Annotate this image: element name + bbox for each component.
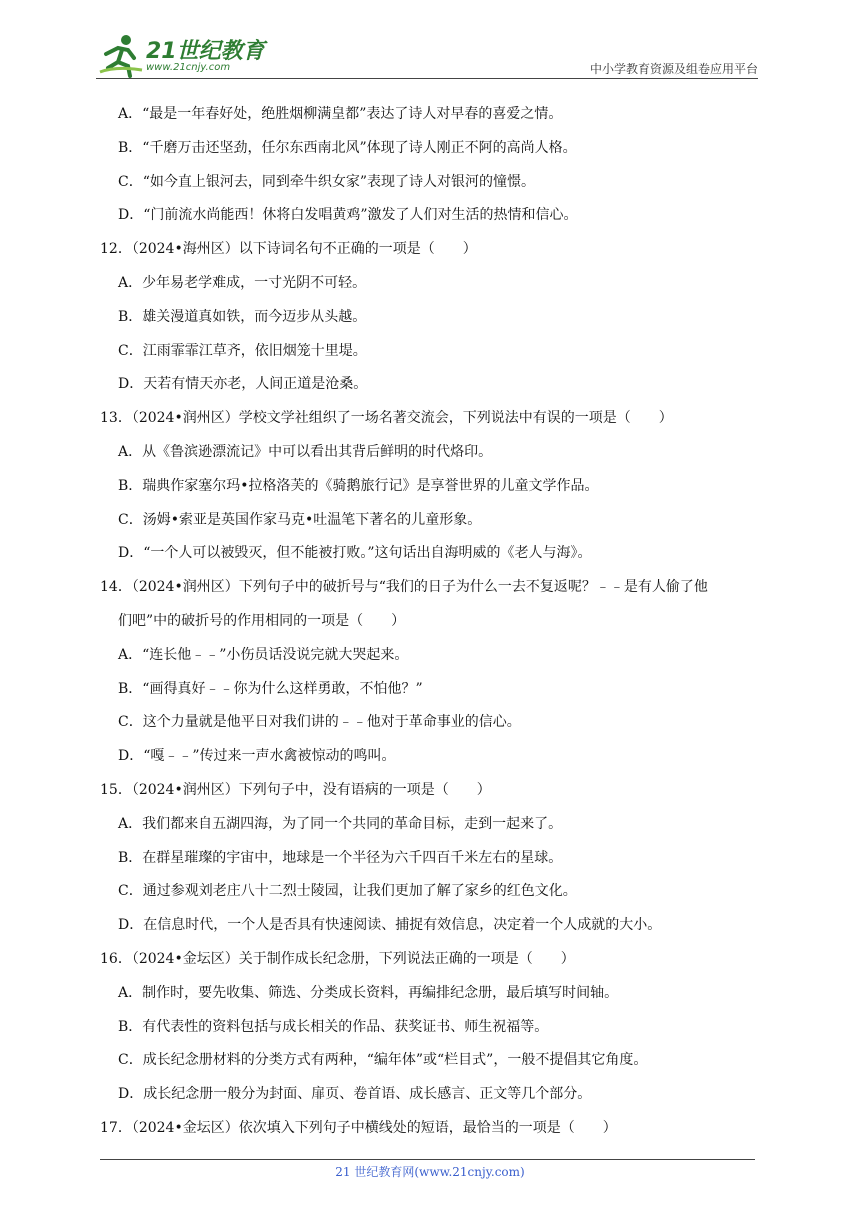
- answer-option: A．“连长他﹣﹣”小伤员话没说完就大哭起来。: [118, 646, 409, 663]
- answer-option: C．通过参观刘老庄八十二烈士陵园，让我们更加了解了家乡的红色文化。: [118, 883, 577, 900]
- answer-option: C．“如今直上银河去，同到牵牛织女家”表现了诗人对银河的憧憬。: [118, 173, 536, 190]
- runner-logo-icon: [96, 32, 146, 78]
- answer-option: A．我们都来自五湖四海，为了同一个共同的革命目标，走到一起来了。: [118, 815, 563, 832]
- answer-option: D．在信息时代，一个人是否具有快速阅读、捕捉有效信息，决定着一个人成就的大小。: [118, 917, 662, 934]
- page-header: [96, 30, 758, 78]
- question-stem: 14．（2024•润州区）下列句子中的破折号与“我们的日子为什么一去不复返呢？﹣﹣是有人偷了他: [100, 579, 708, 596]
- logo-url: www.21cnjy.com: [146, 62, 231, 73]
- answer-option: 们吧”中的破折号的作用相同的一项是（ ）: [118, 613, 406, 629]
- answer-option: B．“千磨万击还坚劲，任尔东西南北风”体现了诗人刚正不阿的高尚人格。: [118, 139, 577, 156]
- answer-option: D．“门前流水尚能西！休将白发唱黄鸡”激发了人们对生活的热情和信心。: [118, 207, 578, 224]
- platform-name: 中小学教育资源及组卷应用平台: [589, 62, 758, 76]
- answer-option: B．在群星璀璨的宇宙中，地球是一个半径为六千四百千米左右的星球。: [118, 849, 563, 866]
- answer-option: A．制作时，要先收集、筛选、分类成长资料，再编排纪念册，最后填写时间轴。: [118, 984, 619, 1001]
- footer-divider: [100, 1159, 755, 1160]
- answer-option: D．“一个人可以被毁灭，但不能被打败。”这句话出自海明威的《老人与海》。: [118, 545, 592, 562]
- question-stem: 15．（2024•润州区）下列句子中，没有语病的一项是（ ）: [100, 782, 491, 798]
- page-footer[interactable]: 21 世纪教育网(www.21cnjy.com): [335, 1165, 525, 1179]
- answer-option: A．从《鲁滨逊漂流记》中可以看出其背后鲜明的时代烙印。: [118, 444, 493, 460]
- answer-option: C．汤姆•索亚是英国作家马克•吐温笔下著名的儿童形象。: [118, 511, 482, 528]
- header-divider: [96, 78, 758, 79]
- site-logo[interactable]: [96, 32, 266, 78]
- answer-option: B．雄关漫道真如铁，而今迈步从头越。: [118, 308, 367, 325]
- answer-option: D．成长纪念册一般分为封面、扉页、卷首语、成长感言、正文等几个部分。: [118, 1086, 592, 1103]
- answer-option: B．“画得真好﹣﹣你为什么这样勇敢，不怕他？”: [118, 680, 423, 697]
- answer-option: C．成长纪念册材料的分类方式有两种，“编年体”或“栏目式”，一般不提倡其它角度。: [118, 1052, 648, 1069]
- question-stem: 16．（2024•金坛区）关于制作成长纪念册，下列说法正确的一项是（ ）: [100, 951, 575, 967]
- question-stem: 13．（2024•润州区）学校文学社组织了一场名著交流会，下列说法中有误的一项是（ ）: [100, 410, 673, 427]
- answer-option: A．少年易老学难成，一寸光阴不可轻。: [118, 275, 367, 291]
- question-stem: 17．（2024•金坛区）依次填入下列句子中横线处的短语，最恰当的一项是（ ）: [100, 1120, 617, 1136]
- question-stem: 12．（2024•海州区）以下诗词名句不正确的一项是（ ）: [100, 241, 477, 258]
- answer-option: B．有代表性的资料包括与成长相关的作品、获奖证书、师生祝福等。: [118, 1018, 549, 1035]
- logo-text: 21世纪教育: [146, 39, 265, 64]
- answer-option: C．这个力量就是他平日对我们讲的﹣﹣他对于革命事业的信心。: [118, 714, 521, 731]
- answer-option: D．天若有情天亦老，人间正道是沧桑。: [118, 376, 368, 393]
- answer-option: D．“嘎﹣﹣”传过来一声水禽被惊动的鸣叫。: [118, 748, 396, 765]
- answer-option: B．瑞典作家塞尔玛•拉格洛芙的《骑鹅旅行记》是享誉世界的儿童文学作品。: [118, 477, 599, 494]
- answer-option: C．江雨霏霏江草齐，依旧烟笼十里堤。: [118, 342, 367, 359]
- answer-option: A．“最是一年春好处，绝胜烟柳满皇都”表达了诗人对早春的喜爱之情。: [118, 106, 563, 122]
